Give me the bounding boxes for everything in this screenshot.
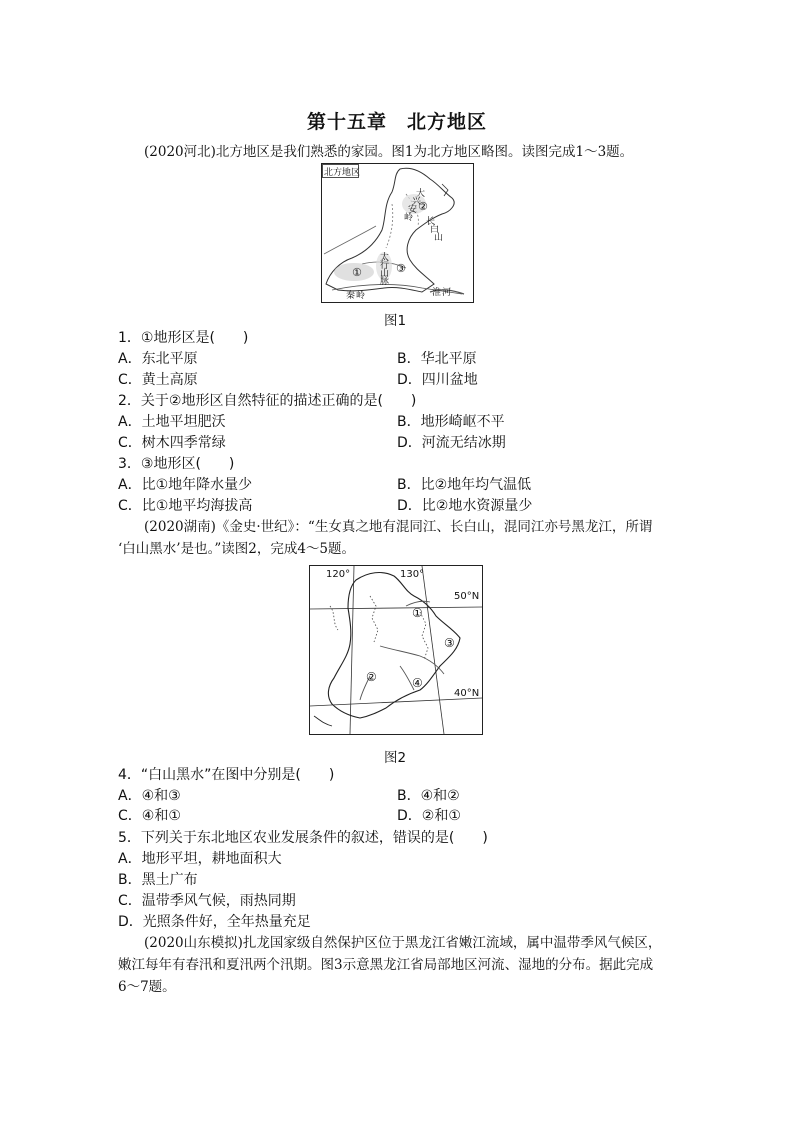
q1-option-b: B．华北平原 (397, 351, 477, 367)
q5-option-d: D．光照条件好，全年热量充足 (118, 914, 311, 930)
q2-stem: 2．关于②地形区自然特征的描述正确的是( ) (118, 393, 417, 409)
q4-option-d: D．②和① (397, 808, 461, 824)
figure-1-caption: 图1 (384, 313, 407, 329)
fig1-label-shan2: 山 (380, 269, 390, 279)
figure-1-map (321, 163, 474, 303)
q4-option-b: B．④和② (397, 788, 460, 804)
figure-2-map (309, 565, 483, 735)
fig1-label-he: 河 (442, 288, 452, 298)
fig1-corner-label: 北方地区 (324, 168, 361, 178)
fig2-lon-120: 120° (326, 569, 351, 580)
q5-option-c: C．温带季风气候，雨热同期 (118, 893, 296, 909)
fig1-label-da: 大 (416, 189, 426, 199)
q4-option-a: A．④和③ (118, 788, 181, 804)
fig1-label-bai: 白 (430, 225, 440, 235)
fig2-mark-3: ③ (444, 636, 455, 650)
q3-option-a: A．比①地年降水量少 (118, 477, 253, 493)
q3-stem: 3．③地形区( ) (118, 456, 235, 472)
q5-option-a: A．地形平坦，耕地面积大 (118, 851, 282, 867)
q5-option-b: B．黑土广布 (118, 872, 198, 888)
page-title: 第十五章 北方地区 (306, 111, 487, 133)
fig2-lat-50: 50°N (454, 591, 480, 602)
intro-paragraph-3-line-2: 嫩江每年有春汛和夏汛两个汛期。图3示意黑龙江省局部地区河流、湿地的分布。据此完成 (118, 957, 654, 973)
fig1-label-hang: 行 (380, 261, 390, 271)
fig1-label-shan: 山 (434, 233, 444, 243)
fig1-label-qin: 秦 (346, 291, 356, 301)
q2-option-d: D．河流无结冰期 (397, 435, 506, 451)
q4-option-c: C．④和① (118, 808, 181, 824)
q1-option-a: A．东北平原 (118, 351, 198, 367)
q2-option-b: B．地形崎岖不平 (397, 414, 505, 430)
q1-option-c: C．黄土高原 (118, 372, 198, 388)
fig1-label-huai: 淮 (432, 288, 442, 298)
q3-option-c: C．比①地平均海拔高 (118, 498, 253, 514)
fig1-label-tai: 太 (380, 253, 390, 263)
q2-option-a: A．土地平坦肥沃 (118, 414, 226, 430)
fig1-label-ling: 岭 (404, 213, 414, 223)
q3-option-d: D．比②地水资源量少 (397, 498, 533, 514)
fig1-label-mai: 脉 (380, 277, 390, 287)
north-region-map-drawing (322, 164, 473, 302)
intro-paragraph-1: (2020河北)北方地区是我们熟悉的家园。图1为北方地区略图。读图完成1～3题。 (144, 144, 634, 160)
q5-stem: 5．下列关于东北地区农业发展条件的叙述，错误的是( ) (118, 830, 488, 846)
fig1-mark-1: ① (352, 266, 362, 279)
q1-option-d: D．四川盆地 (397, 372, 478, 388)
fig2-lon-130: 130° (400, 569, 425, 580)
fig2-mark-4: ④ (412, 676, 423, 690)
fig1-label-chang: 长 (426, 217, 436, 227)
q2-option-c: C．树木四季常绿 (118, 435, 226, 451)
fig1-mark-3: ③ (396, 262, 406, 275)
fig2-lat-40: 40°N (454, 688, 480, 699)
q4-stem: 4．“白山黑水”在图中分别是( ) (118, 767, 335, 783)
fig1-label-xing: 兴 (412, 197, 422, 207)
intro-paragraph-3-line-3: 6～7题。 (118, 979, 176, 995)
fig2-mark-2: ② (366, 670, 377, 684)
fig2-mark-1: ① (412, 606, 423, 620)
q3-option-b: B．比②地年均气温低 (397, 477, 532, 493)
fig1-label-ling2: 岭 (356, 291, 366, 301)
figure-2-caption: 图2 (384, 750, 407, 766)
intro-paragraph-2-line-2: ‘白山黑水’是也。”读图2，完成4～5题。 (118, 541, 356, 557)
fig1-mark-2: ② (418, 200, 428, 213)
intro-paragraph-2-line-1: (2020湖南)《金史·世纪》：“生女真之地有混同江、长白山，混同江亦号黑龙江，所谓 (144, 519, 653, 535)
q1-stem: 1．①地形区是( ) (118, 330, 249, 346)
intro-paragraph-3-line-1: (2020山东模拟)扎龙国家级自然保护区位于黑龙江省嫩江流域，属中温带季风气候区， (144, 935, 662, 951)
fig1-label-an: 安 (408, 205, 418, 215)
